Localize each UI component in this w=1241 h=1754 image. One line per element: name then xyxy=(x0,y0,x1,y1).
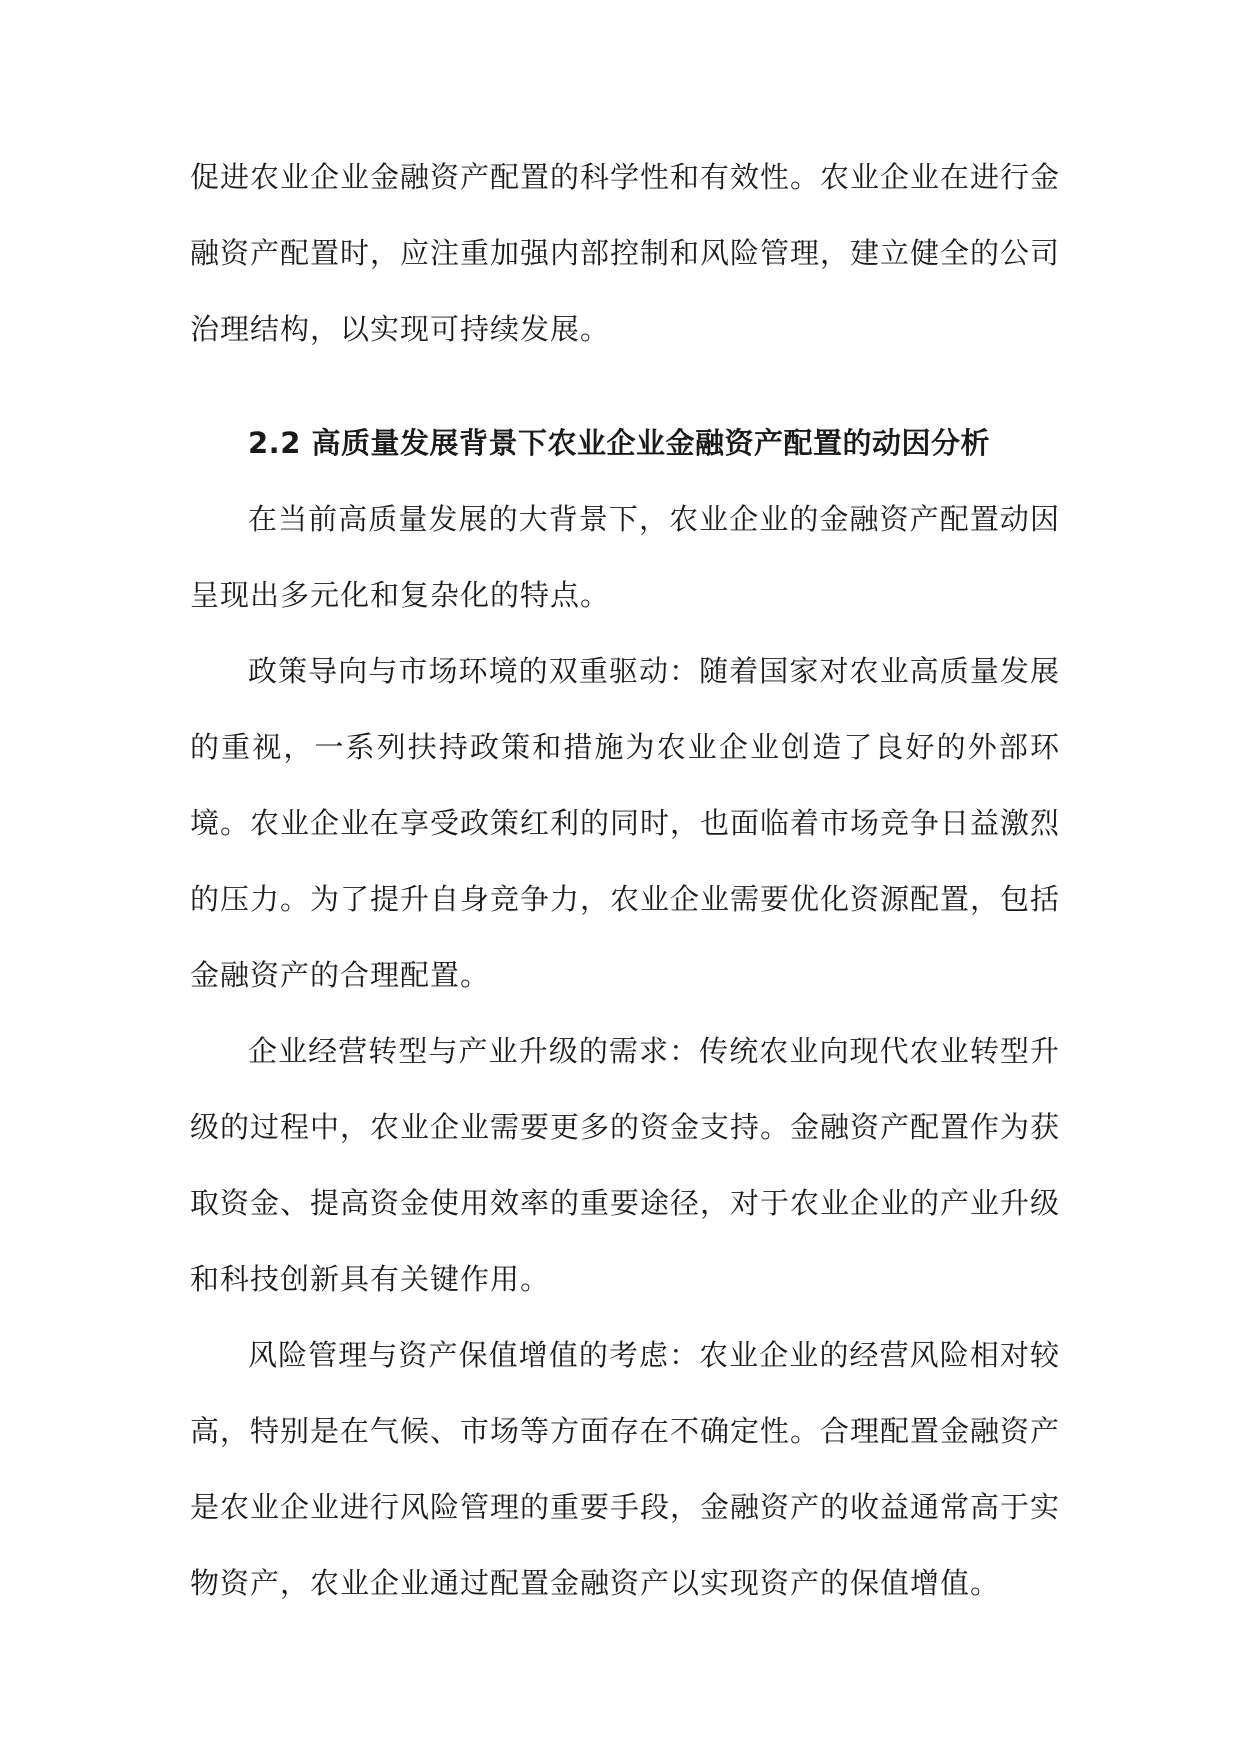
section-heading: 2.2 高质量发展背景下农业企业金融资产配置的动因分析 xyxy=(248,426,990,460)
paragraph-intro: 在当前高质量发展的大背景下，农业企业的金融资产配置动因呈现出多元化和复杂化的特点。 xyxy=(190,502,1060,612)
paragraph-risk-driver: 风险管理与资产保值增值的考虑：农业企业的经营风险相对较高，特别是在气候、市场等方面存在不确定性。合理配置金融资产是农业企业进行风险管理的重要手段，金融资产的收益通常高于实物资产，农业企业通过配置金融资产以实现资产的保值增值。 xyxy=(190,1338,1061,1600)
paragraph-transformation-driver: 企业经营转型与产业升级的需求：传统农业向现代农业转型升级的过程中，农业企业需要更多的资金支持。金融资产配置作为获取资金、提高资金使用效率的重要途径，对于农业企业的产业升级和科技创新具有关键作用。 xyxy=(190,1034,1061,1296)
paragraph-policy-driver: 政策导向与市场环境的双重驱动：随着国家对农业高质量发展的重视，一系列扶持政策和措施为农业企业创造了良好的外部环境。农业企业在享受政策红利的同时，也面临着市场竞争日益激烈的压力。为了提升自身竞争力，农业企业需要优化资源配置，包括金融资产的合理配置。 xyxy=(190,654,1061,992)
document-body xyxy=(190,139,1060,1621)
paragraph-continuation: 促进农业企业金融资产配置的科学性和有效性。农业企业在进行金融资产配置时，应注重加强内部控制和风险管理，建立健全的公司治理结构，以实现可持续发展。 xyxy=(190,160,1061,346)
